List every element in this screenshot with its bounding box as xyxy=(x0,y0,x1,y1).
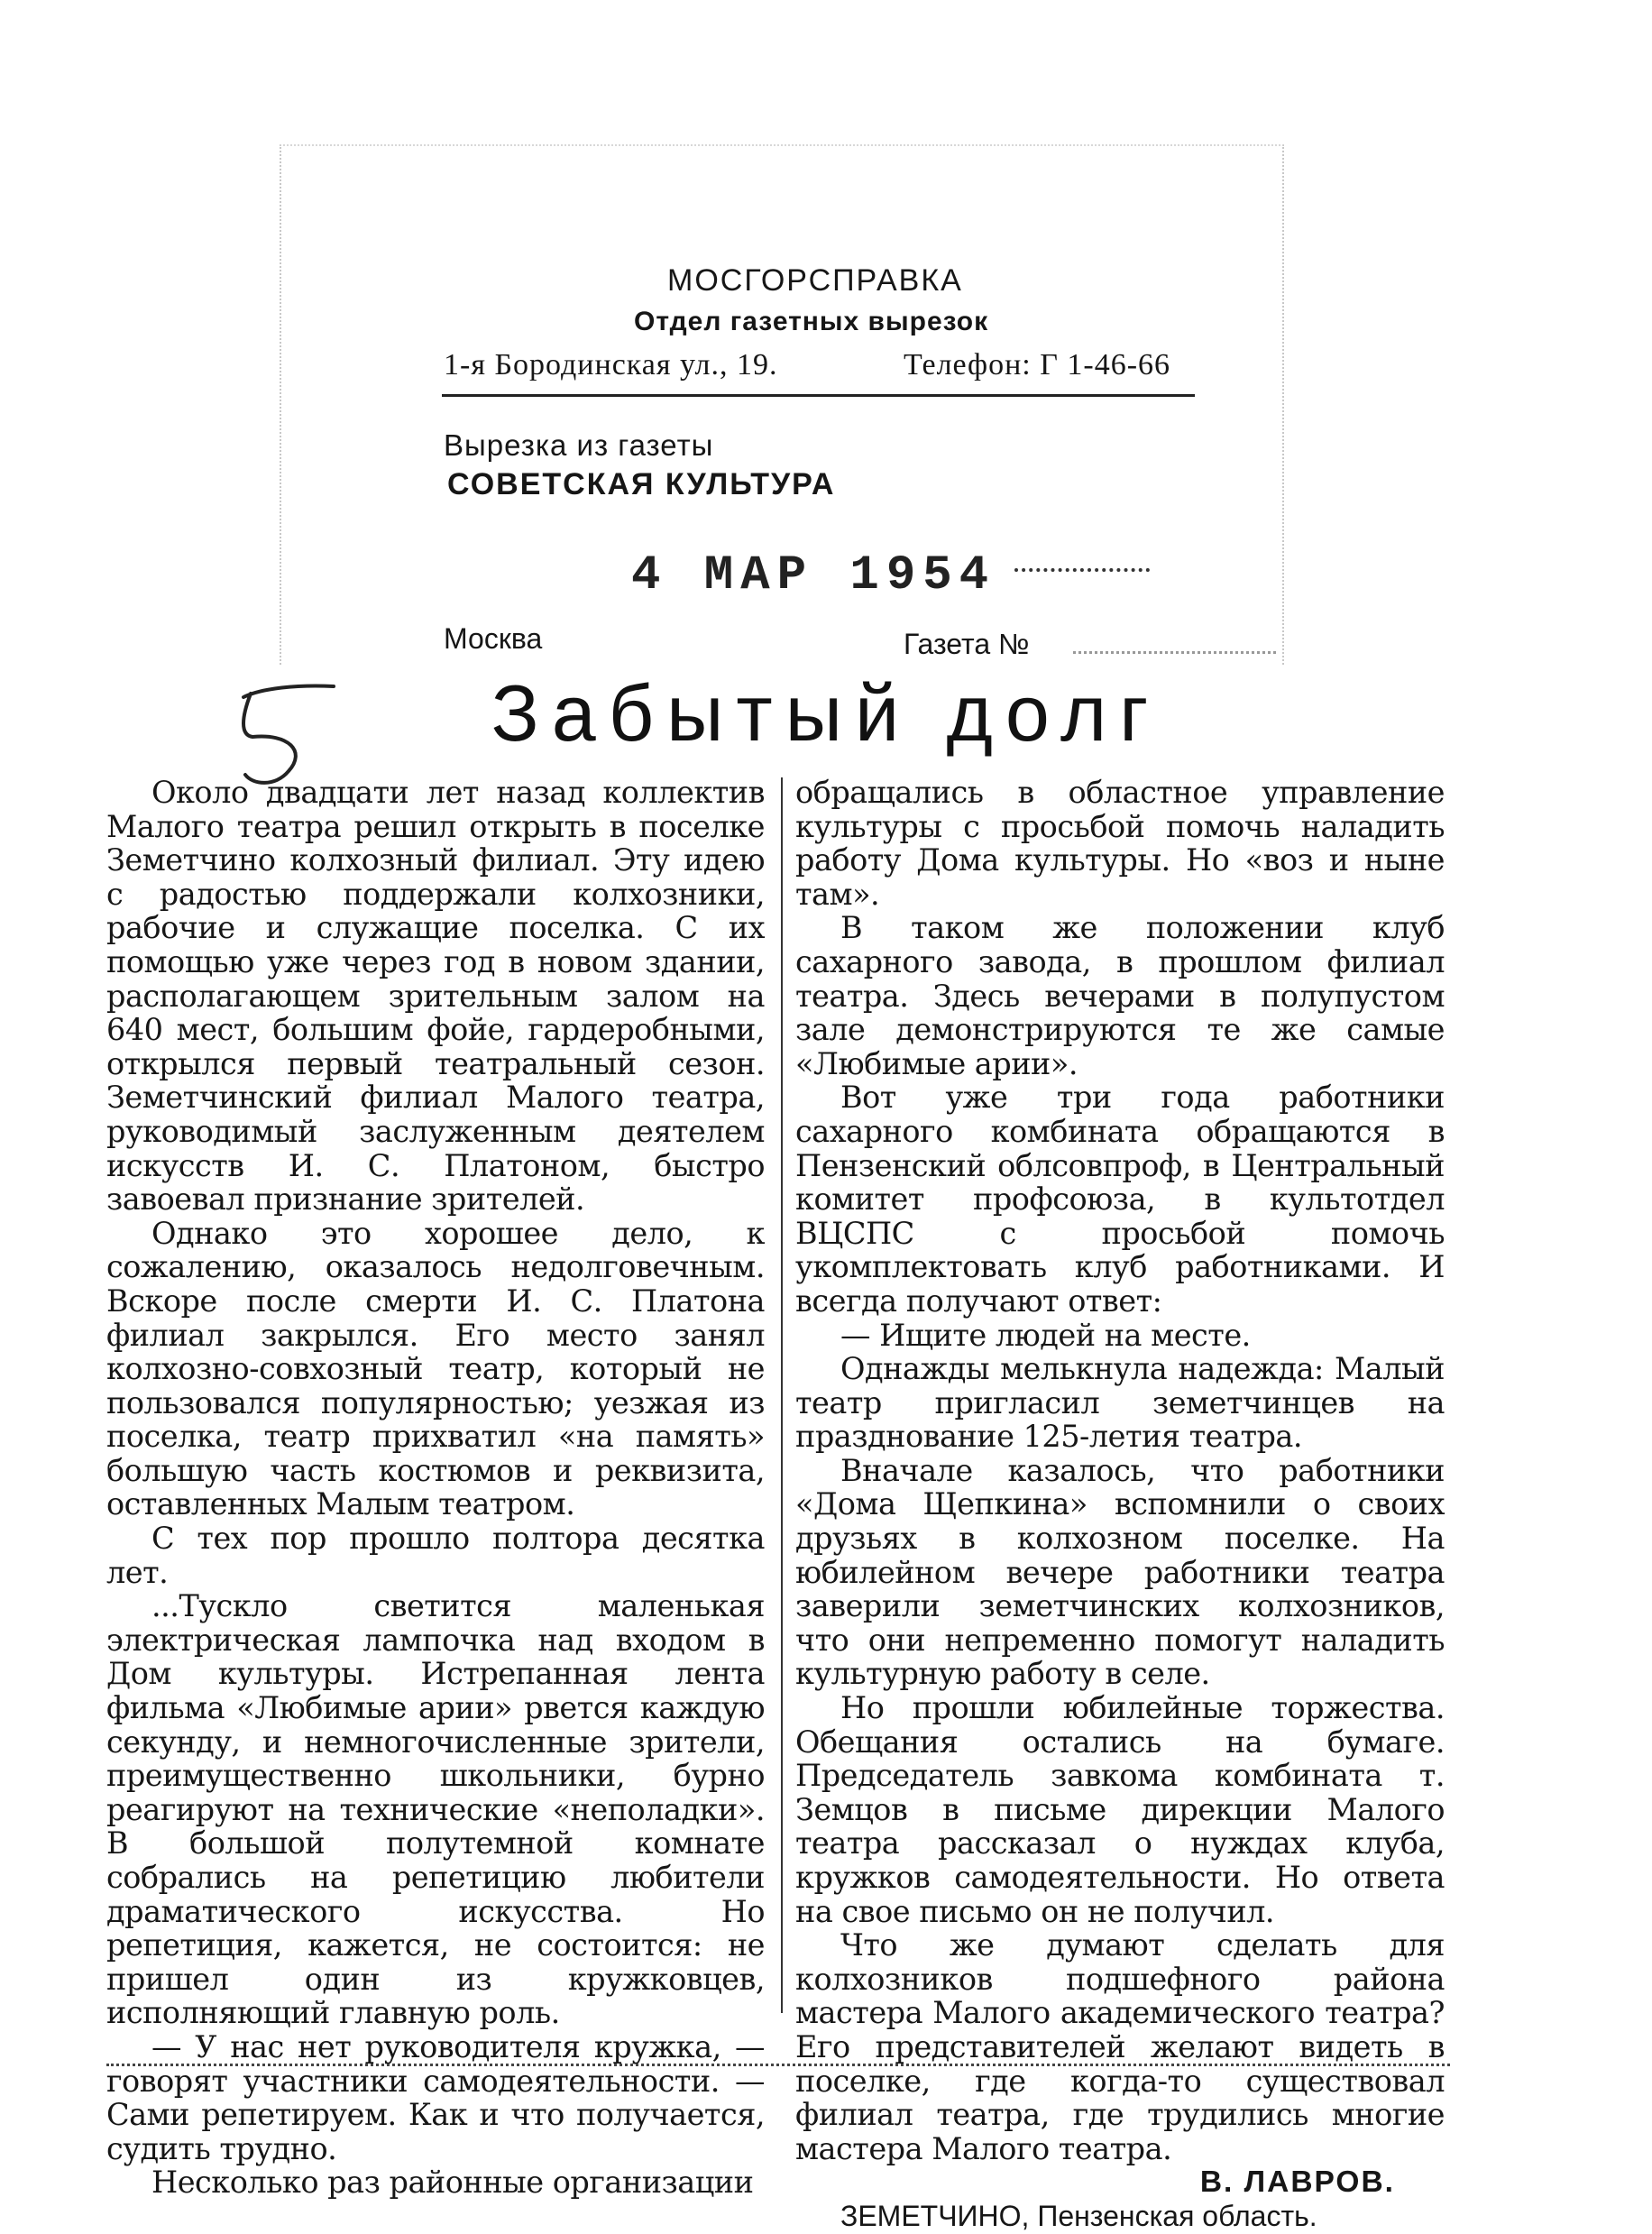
article-author: В. ЛАВРОВ. xyxy=(1199,2165,1395,2200)
bureau-name: МОСГОРСПРАВКА xyxy=(667,263,963,298)
paragraph: ...Тускло светится маленькая электрическая лампочка над входом в Дом культуры. Истрепанная лента фильма «Любимые арии» рвется каждую секунду, и немногочисленные зрители, преимущественно школьники, бурно реагируют на технические «неполадки». В большой полутемной комнате собрались на репетицию любители драматического искусства. Но репетиция, кажется, не состоится: не пришел один из кружковцев, исполняющий главную роль. xyxy=(106,1588,765,2031)
paragraph: Вначале казалось, что работники «Дома Щепкина» вспомнили о своих друзьях в колхозном поселке. На юбилейном вечере работники театра заверили земетчинских колхозников, что они непременно помогут наладить культурную работу в селе. xyxy=(795,1452,1445,1692)
article-right-column xyxy=(795,776,1445,2234)
paragraph: Несколько раз районные организации xyxy=(151,2165,754,2201)
article-left-column xyxy=(106,776,765,2200)
paragraph: Вот уже три года работники сахарного комбината обращаются в Пензенский облсовпроф, в Центральный комитет профсоюза, в культотдел ВЦСПС с просьбой помочь укомплектовать клуб работниками. И всегда получают ответ: xyxy=(795,1080,1445,1319)
bottom-dotted-rule xyxy=(106,2064,1450,2066)
newspaper-name: СОВЕТСКАЯ КУЛЬТУРА xyxy=(447,467,836,501)
paragraph: Однако это хорошее дело, к сожалению, оказалось недолговечным. Вскоре после смерти И. С. Платона филиал закрылся. Его место занял колхозно-совхозный театр, который не пользовался популярностью; уезжая из поселка, театр прихватил «на память» большую часть костюмов и реквизита, оставленных Малым театром. xyxy=(106,1215,765,1522)
bureau-address: 1-я Бородинская ул., 19. xyxy=(444,348,778,382)
paragraph: Что же думают сделать для колхозников подшефного района мастера Малого академического театра? Его представителей желают видеть в поселке, где когда-то существовал филиал театра, где трудились многие мастера Малого театра. xyxy=(795,1927,1445,2166)
article-dateline-place: ЗЕМЕТЧИНО, Пензенская область. xyxy=(840,2199,1317,2232)
header-divider xyxy=(442,394,1195,397)
issue-number-label: Газета № xyxy=(904,628,1030,660)
paragraph: обращались в областное управление культуры с просьбой помочь наладить работу Дома культуры. Но «воз и ныне там». xyxy=(795,775,1445,912)
paragraph: Но прошли юбилейные торжества. Обещания остались на бумаге. Председатель завкома комбината т. Земцов в письме дирекции Малого театра рассказал о нуждах клуба, кружков самодеятельности. Но ответа на свое письмо он не получил. xyxy=(795,1690,1445,1929)
issue-dotted-line xyxy=(1073,651,1276,654)
clipping-from-label: Вырезка из газеты xyxy=(444,428,714,462)
department-name: Отдел газетных вырезок xyxy=(634,307,989,336)
paragraph: Около двадцати лет назад коллектив Малого театра решил открыть в поселке Земетчино колхозный филиал. Эту идею с радостью поддержали колхозники, рабочие и служащие поселка. С их помощью уже через год в новом здании, располагающем зрительным залом на 640 мест, большим фойе, гардеробными, открылся первый театральный сезон. Земетчинский филиал Малого театра, руководимый заслуженным деятелем искусств И. С. Платоном, быстро завоевал признание зрителей. xyxy=(106,775,765,1218)
column-divider xyxy=(781,777,783,2013)
date-dotted-line xyxy=(1014,568,1150,572)
bureau-phone: Телефон: Г 1-46-66 xyxy=(904,348,1171,382)
paragraph: С тех пор прошло полтора десятка лет. xyxy=(106,1521,765,1590)
city-label: Москва xyxy=(444,622,543,655)
paragraph: В таком же положении клуб сахарного завода, в прошлом филиал театра. Здесь вечерами в полупустом зале демонстрируются те же самые «Любимые арии». xyxy=(795,910,1445,1081)
article-title: Забытый долг xyxy=(491,668,1161,758)
date-stamp: 4 МАР 1954 xyxy=(631,548,996,603)
paragraph: — У нас нет руководителя кружка, — говорят участники самодеятельности. — Сами репетируем. Как и что получается, судить трудно. xyxy=(106,2028,765,2166)
paragraph: Однажды мелькнула надежда: Малый театр пригласил земетчинцев на празднование 125-летия театра. xyxy=(795,1351,1445,1455)
paragraph: — Ищите людей на месте. xyxy=(840,1317,1251,1353)
